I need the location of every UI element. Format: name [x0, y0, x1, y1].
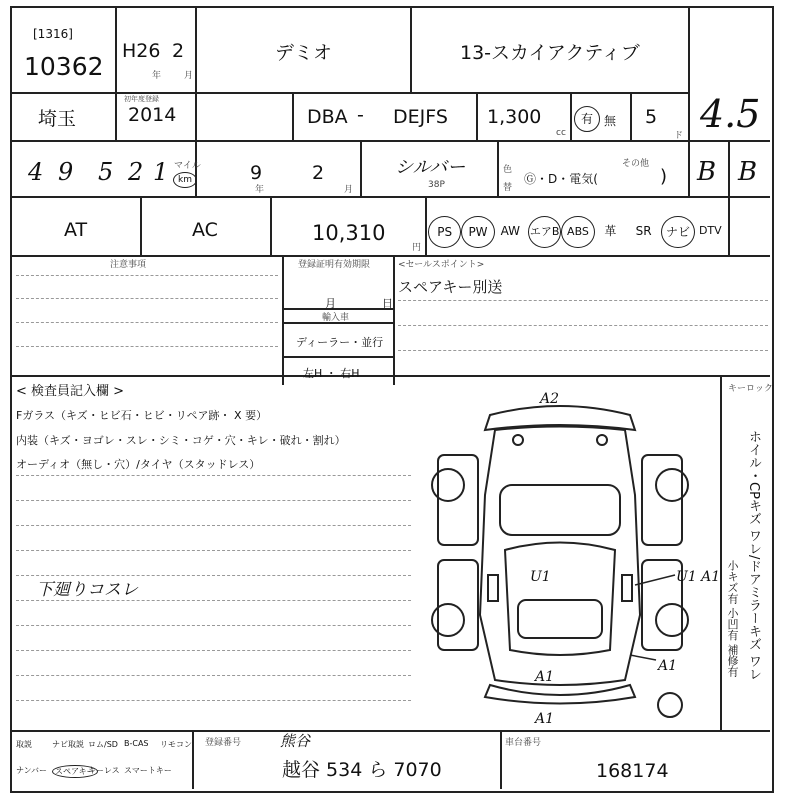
km-mark: km: [173, 172, 197, 188]
accessory-checklist: [12, 733, 192, 787]
row-divider: [10, 730, 770, 732]
lot-number: 10362: [24, 52, 104, 81]
accessory-ナビ取説: ナビ取説: [52, 740, 84, 749]
year-jp: H26: [122, 40, 161, 62]
row-divider: [10, 375, 770, 377]
equipment-4: ABS: [561, 216, 594, 248]
registration-label: 登録証明有効期限: [298, 260, 371, 270]
accessory-取説: 取説: [16, 740, 32, 749]
equipment-list: [428, 214, 728, 250]
note-line: [16, 298, 278, 299]
accessory-キーレス: キーレス: [88, 766, 120, 775]
equipment-7: ナビ: [661, 216, 694, 248]
accessory-スマートキー: スマートキー: [124, 766, 172, 775]
mark-a1-right: A1: [658, 658, 678, 674]
row-divider: [10, 196, 770, 198]
car-damage-diagram: [420, 385, 721, 730]
row-divider: [10, 140, 770, 142]
equipment-8: DTV: [698, 224, 722, 237]
mark-a1-rear: A1: [535, 669, 555, 685]
interior-score: B: [697, 157, 717, 187]
equipment-1: PW: [461, 216, 494, 248]
grade: 13-スカイアクティブ: [460, 42, 640, 64]
note-line: [398, 325, 768, 326]
note-line: [16, 346, 278, 347]
accessory-B-CAS: B-CAS: [124, 739, 149, 748]
notes-label: 注意事項: [110, 260, 147, 270]
sales-point: スペアキー別送: [398, 278, 503, 296]
car-name: デミオ: [275, 42, 333, 64]
reg-number-label: 登録番号: [205, 738, 242, 748]
inspector-note: 下廻りコスレ: [36, 580, 138, 600]
fuel-options: Ⓖ・D・電気(: [524, 172, 598, 186]
accessory-ロム/SD: ロム/SD: [88, 740, 118, 749]
handle-option: 左H ・ 右H: [303, 367, 360, 380]
chassis-label: 車台番号: [505, 738, 542, 748]
inspection-year: 9: [250, 162, 263, 184]
note-line: [16, 650, 411, 651]
accessory-ナンバー: ナンバー: [16, 766, 48, 775]
score: 4.5: [700, 92, 761, 136]
equipment-0: PS: [428, 216, 461, 248]
chassis-number: 168174: [596, 760, 669, 782]
lot-bracket: [1316]: [33, 27, 73, 41]
row-divider: [10, 92, 690, 94]
doors: 5: [645, 106, 658, 128]
accessory-リモコン: リモコン: [160, 740, 192, 749]
color-code: 38P: [428, 180, 445, 190]
type-prefix: DBA: [307, 106, 348, 128]
mark-u1-a1: U1 A1: [676, 569, 721, 585]
equipment-6: SR: [635, 224, 652, 238]
sales-point-label: <セールスポイント>: [398, 260, 485, 270]
mark-a2: A2: [540, 391, 560, 407]
note-line: [16, 525, 411, 526]
turbo-yes-mark: 有: [574, 106, 600, 132]
equipment-3: エアB: [528, 216, 561, 248]
inspection-month: 2: [312, 162, 325, 184]
side-note: ホイル・CPキズ ワレ/ドアミラーキズ ワレ: [746, 430, 761, 681]
accessory-スペアキー: スペアキー: [52, 765, 98, 778]
exterior-score: B: [738, 157, 758, 187]
displacement: 1,300: [487, 106, 542, 128]
year-ad: 2014: [128, 104, 177, 126]
aircon: AC: [192, 219, 218, 241]
dealer-option: ディーラー・並行: [296, 336, 384, 349]
note-line: [16, 550, 411, 551]
recycle-fee: 10,310: [312, 221, 386, 245]
note-line: [16, 322, 278, 323]
color: シルバー: [395, 157, 466, 178]
mark-a1-bottom: A1: [535, 711, 555, 727]
note-line: [16, 275, 278, 276]
month-value: 2: [172, 40, 185, 62]
note-line: [16, 500, 411, 501]
note-line: [16, 700, 411, 701]
note-line: [16, 625, 411, 626]
note-line: [398, 300, 768, 301]
note-line: [16, 475, 411, 476]
mark-u1: U1: [530, 569, 551, 585]
equipment-2: AW: [500, 224, 521, 238]
inspector-title: < 検査員記入欄 >: [16, 384, 125, 399]
prefecture: 埼玉: [38, 108, 77, 130]
equipment-5: 革: [604, 224, 617, 238]
note-line: [16, 600, 411, 601]
model-code: DEJFS: [393, 106, 448, 128]
import-label: 輸入車: [322, 313, 350, 323]
key-lock-label: キーロック: [728, 384, 773, 394]
reg-number: 越谷 534 ら 7070: [282, 759, 442, 781]
note-line: [398, 350, 768, 351]
side-sub: 小キズ有 小凹有 補修有: [726, 560, 739, 677]
transmission: AT: [64, 219, 88, 241]
note-line: [16, 675, 411, 676]
